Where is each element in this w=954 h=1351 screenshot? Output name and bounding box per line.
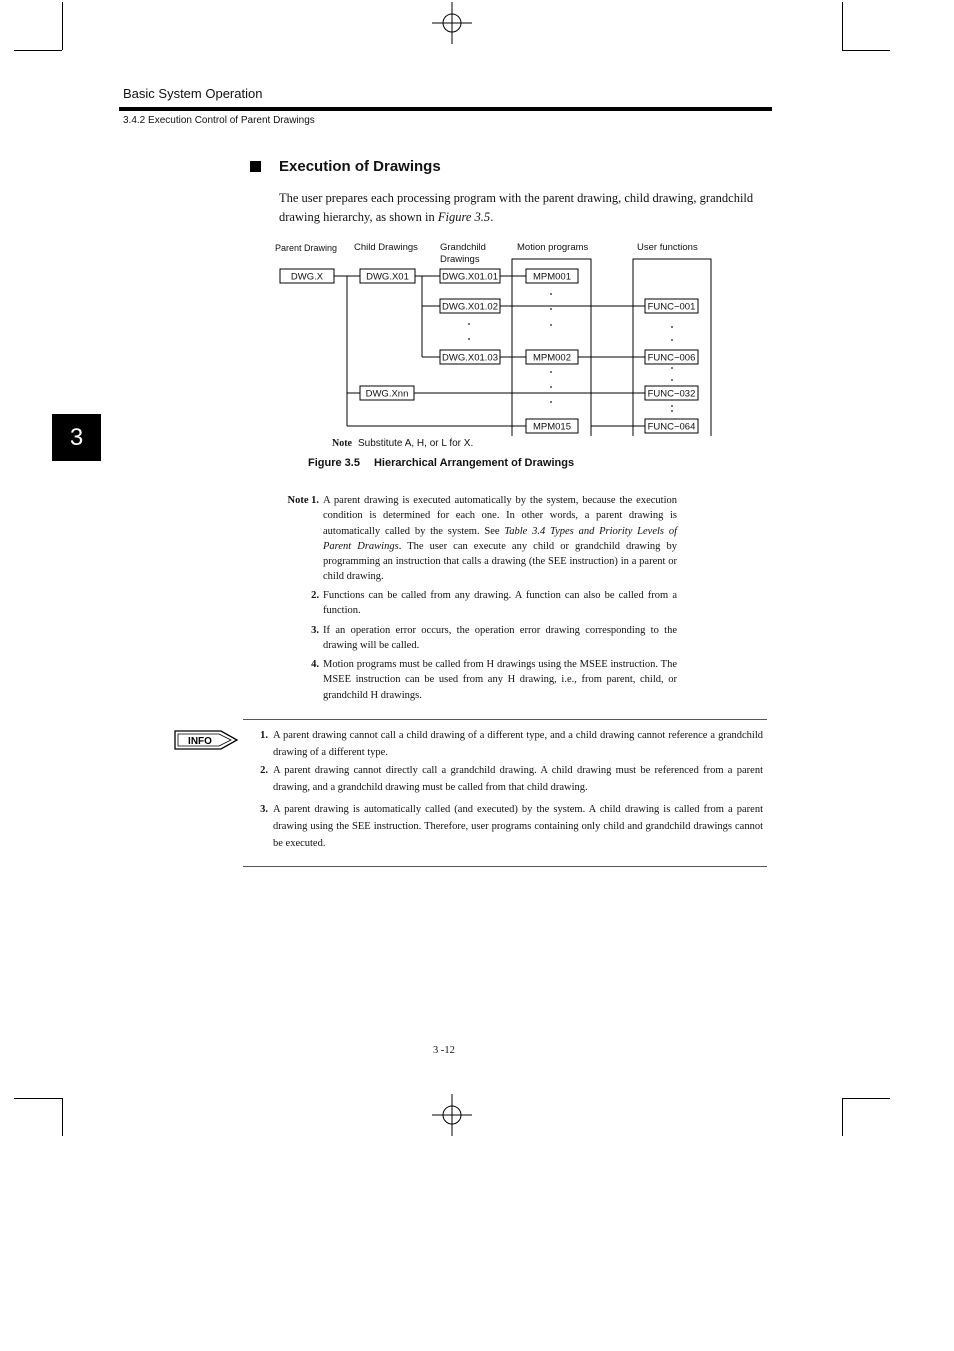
- info-rule-bottom: [243, 866, 767, 867]
- page-number: 3 -12: [433, 1045, 455, 1056]
- chapter-tab: 3: [52, 414, 101, 461]
- label-dwg-x01-03: DWG.X01.03: [442, 352, 498, 364]
- user-functions-frame: [633, 259, 711, 436]
- note-4: [279, 657, 679, 705]
- info-icon: [173, 729, 241, 753]
- note-3: [279, 623, 679, 655]
- figure-number: Figure 3.5: [308, 457, 360, 469]
- label-dwg-x01: DWG.X01: [366, 271, 409, 283]
- label-func032: FUNC−032: [647, 388, 696, 400]
- label-dwg-x01-02: DWG.X01.02: [442, 301, 498, 313]
- registration-mark-top: [432, 2, 472, 44]
- label-mpm001: MPM001: [532, 271, 572, 283]
- figure-caption: [308, 457, 574, 469]
- info-item-1-label: 1.: [260, 730, 268, 741]
- section-bullet-square: [250, 161, 261, 172]
- diagram-note-label: Note: [332, 438, 352, 449]
- note-2-text: Functions can be called from any drawing. A function can also be called from a function.: [323, 590, 677, 617]
- col-grandchild-line1: Grandchild: [440, 242, 486, 253]
- registration-mark-bottom: [432, 1094, 472, 1136]
- label-dwg-x01-01: DWG.X01.01: [442, 271, 498, 283]
- label-mpm015: MPM015: [532, 421, 572, 433]
- note-1-text: A parent drawing is executed automatically by the system, because the execution condition is determined for each one. In other words, a parent drawing is automatically called by the system. See Table 3.4 Types and Priority Levels of Parent Drawings. The user can execute any child or grandchild drawing by programming an instruction that calls a drawing (the SEE instruction) in a parent or child drawing.: [323, 495, 677, 583]
- col-motion-programs: Motion programs: [517, 242, 589, 253]
- motion-programs-frame: [512, 259, 591, 436]
- info-item-3: [248, 801, 763, 853]
- note-1: [279, 493, 679, 585]
- running-header-title: Basic System Operation: [123, 86, 263, 101]
- figure-title: Hierarchical Arrangement of Drawings: [373, 457, 575, 469]
- col-grandchild-line2: Drawings: [440, 254, 480, 265]
- col-child-drawings: Child Drawings: [354, 242, 418, 253]
- info-item-2-text: A parent drawing cannot directly call a grandchild drawing. A child drawing must be referenced from a parent drawing, and a grandchild drawing must be called from that child drawing.: [273, 765, 763, 793]
- note-1-label: Note 1.: [287, 495, 319, 506]
- diagram-note-text: Substitute A, H, or L for X.: [358, 438, 474, 449]
- info-item-3-label: 3.: [260, 804, 268, 815]
- col-parent-drawing: Parent Drawing: [275, 243, 338, 253]
- label-dwg-xnn: DWG.Xnn: [365, 388, 409, 400]
- label-dwg-x: DWG.X: [290, 271, 324, 283]
- col-user-functions: User functions: [637, 242, 698, 253]
- note-3-text: If an operation error occurs, the operation error drawing corresponding to the drawing will be called.: [323, 625, 677, 652]
- label-mpm002: MPM002: [532, 352, 572, 364]
- label-func064: FUNC−064: [647, 421, 696, 433]
- hierarchy-diagram: [270, 236, 720, 436]
- note-4-text: Motion programs must be called from H drawings using the MSEE instruction. The MSEE instruction can be used from any H drawing, i.e., from parent, child, or grandchild H drawings.: [323, 659, 677, 701]
- intro-paragraph: The user prepares each processing program with the parent drawing, child drawing, grandchild drawing hierarchy, as shown in Figure 3.5.: [279, 191, 754, 224]
- info-rule-top: [243, 719, 767, 720]
- note-3-label: 3.: [311, 625, 319, 636]
- note-2-label: 2.: [311, 590, 319, 601]
- label-func001: FUNC−001: [647, 301, 696, 313]
- svg-text:INFO: INFO: [188, 736, 212, 747]
- info-item-2: [248, 762, 763, 796]
- label-func006: FUNC−006: [647, 352, 696, 364]
- info-item-1: [248, 727, 763, 761]
- running-header-subsection: 3.4.2 Execution Control of Parent Drawings: [123, 115, 315, 126]
- info-item-2-label: 2.: [260, 765, 268, 776]
- header-rule: [119, 107, 772, 111]
- note-4-label: 4.: [311, 659, 319, 670]
- section-title: Execution of Drawings: [279, 158, 441, 175]
- diagram-note: [332, 438, 473, 449]
- note-2: [279, 588, 679, 620]
- info-item-3-text: A parent drawing is automatically called (and executed) by the system. A child drawing is called from a parent drawing using the SEE instruction. Therefore, user programs containing only child and grandchild drawings cannot be executed.: [273, 804, 763, 849]
- info-item-1-text: A parent drawing cannot call a child drawing of a different type, and a child drawing cannot reference a grandchild drawing of a different type.: [273, 730, 763, 758]
